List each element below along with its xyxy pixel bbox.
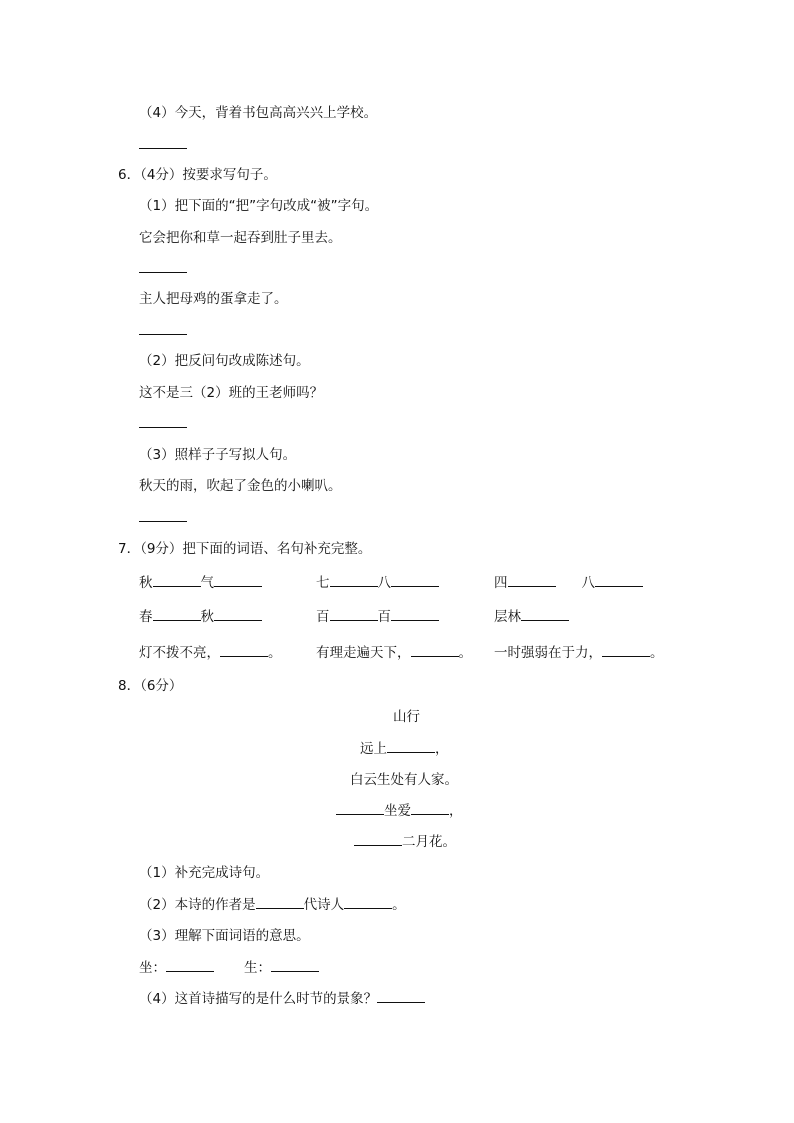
q7-r1-idiom-b: 七 八 bbox=[316, 574, 439, 592]
answer-blank[interactable] bbox=[387, 740, 435, 753]
q6-part3-title: （3）照样子子写拟人句。 bbox=[139, 447, 297, 463]
answer-blank[interactable] bbox=[214, 608, 262, 621]
answer-blank[interactable] bbox=[344, 896, 392, 909]
q8-sub4: （4）这首诗描写的是什么时节的景象？ bbox=[139, 990, 425, 1008]
poem-title: 山行 bbox=[393, 709, 420, 725]
answer-blank[interactable] bbox=[330, 608, 378, 621]
answer-blank[interactable] bbox=[391, 574, 439, 587]
answer-blank[interactable] bbox=[139, 415, 187, 433]
q7-header: 7．（9分）把下面的词语、名句补充完整。 bbox=[118, 541, 372, 557]
q8-sub2: （2）本诗的作者是 代诗人 。 bbox=[139, 897, 406, 913]
q7-r1-idiom-c: 四 八 bbox=[494, 574, 643, 592]
q6-part2-title: （2）把反问句改成陈述句。 bbox=[139, 353, 310, 369]
answer-blank[interactable] bbox=[602, 644, 650, 657]
answer-blank[interactable] bbox=[139, 509, 187, 527]
q7-r1-idiom-a: 秋 气 bbox=[139, 574, 262, 592]
answer-blank[interactable] bbox=[336, 802, 384, 815]
poem-line-3: 坐爱 ， bbox=[336, 802, 463, 820]
q7-r2-idiom-a: 春 秋 bbox=[139, 608, 262, 626]
q6-header: 6．（4分）按要求写句子。 bbox=[118, 167, 277, 183]
answer-blank[interactable] bbox=[153, 574, 201, 587]
answer-blank[interactable] bbox=[256, 896, 304, 909]
answer-blank[interactable] bbox=[139, 322, 187, 340]
answer-blank[interactable] bbox=[391, 608, 439, 621]
answer-blank[interactable] bbox=[214, 574, 262, 587]
q6-part3-sentence: 秋天的雨，吹起了金色的小喇叭。 bbox=[139, 478, 342, 494]
answer-blank[interactable] bbox=[595, 574, 643, 587]
q8-sub3-zuo: 坐： bbox=[139, 959, 214, 977]
q7-r2-idiom-c: 层林 bbox=[494, 608, 569, 626]
q8-header: 8．（6分） bbox=[118, 678, 183, 694]
poem-line-2: 白云生处有人家。 bbox=[350, 772, 458, 788]
q8-sub1: （1）补充完成诗句。 bbox=[139, 865, 270, 881]
answer-blank[interactable] bbox=[166, 959, 214, 972]
answer-blank[interactable] bbox=[521, 608, 569, 621]
q7-r3-quote-a: 灯不拨不亮， 。 bbox=[139, 645, 282, 661]
q7-r3-quote-b: 有理走遍天下， 。 bbox=[316, 645, 472, 661]
q5-item4: （4）今天，背着书包高高兴兴上学校。 bbox=[139, 105, 378, 121]
answer-blank[interactable] bbox=[377, 990, 425, 1003]
q8-sub3: （3）理解下面词语的意思。 bbox=[139, 928, 310, 944]
q6-part1-sentence2: 主人把母鸡的蛋拿走了。 bbox=[139, 291, 288, 307]
q6-part2-sentence: 这不是三（2）班的王老师吗？ bbox=[139, 385, 324, 401]
answer-blank[interactable] bbox=[354, 833, 402, 846]
answer-blank[interactable] bbox=[153, 608, 201, 621]
answer-blank[interactable] bbox=[411, 644, 459, 657]
answer-blank[interactable] bbox=[139, 136, 187, 154]
poem-line-4: 二月花。 bbox=[354, 833, 456, 851]
answer-blank[interactable] bbox=[411, 802, 449, 815]
q6-part1-sentence1: 它会把你和草一起吞到肚子里去。 bbox=[139, 230, 342, 246]
answer-blank[interactable] bbox=[220, 644, 268, 657]
q7-r3-quote-c: 一时强弱在于力， 。 bbox=[494, 645, 664, 661]
answer-blank[interactable] bbox=[508, 574, 556, 587]
q7-r2-idiom-b: 百 百 bbox=[316, 608, 439, 626]
answer-blank[interactable] bbox=[139, 260, 187, 278]
answer-blank[interactable] bbox=[271, 959, 319, 972]
q8-sub3-sheng: 生： bbox=[244, 959, 319, 977]
answer-blank[interactable] bbox=[330, 574, 378, 587]
poem-line-1: 远上 ， bbox=[360, 741, 449, 757]
q6-part1-title: （1）把下面的“把”字句改成“被”字句。 bbox=[139, 198, 379, 214]
